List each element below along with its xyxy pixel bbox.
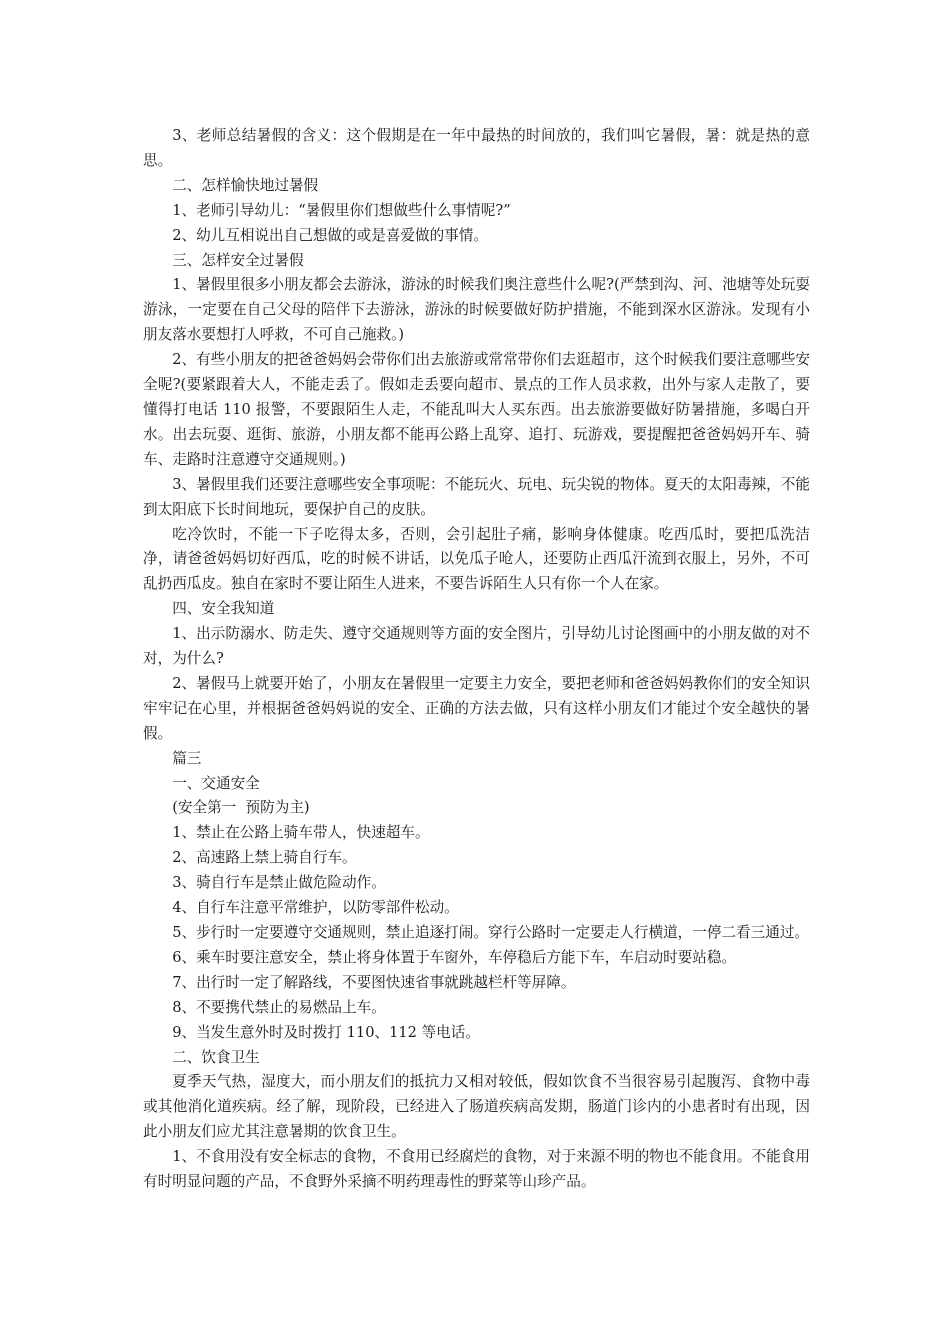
- paragraph: 3、暑假里我们还要注意哪些安全事项呢：不能玩火、玩电、玩尖锐的物体。夏天的太阳毒辣，不能到太阳底下长时间地玩，要保护自己的皮肤。: [143, 475, 810, 518]
- section-heading: 二、饮食卫生: [172, 1048, 260, 1066]
- list-item: 5、步行时一定要遵守交通规则，禁止追逐打闹。穿行公路时一定要走人行横道，一停二看三通过。: [172, 924, 810, 941]
- list-item: 9、当发生意外时及时拨打 110、112 等电话。: [172, 1023, 480, 1041]
- paragraph: 夏季天气热，湿度大，而小朋友们的抵抗力又相对较低，假如饮食不当很容易引起腹泻、食物中毒或其他消化道疾病。经了解，现阶段，已经进入了肠道疾病高发期，肠道门诊内的小患者时有出现，因此小朋友们应尤其注意暑期的饮食卫生。: [143, 1073, 810, 1141]
- list-item: 3、骑自行车是禁止做危险动作。: [172, 874, 386, 892]
- section-heading: 二、怎样愉快地过暑假: [172, 176, 319, 194]
- paragraph: 1、出示防溺水、防走失、遵守交通规则等方面的安全图片，引导幼儿讨论图画中的小朋友做的对不对，为什么?: [143, 625, 810, 668]
- list-item: 8、不要携代禁止的易燃品上车。: [172, 998, 386, 1016]
- paragraph: 2、幼儿互相说出自己想做的或是喜爱做的事情。: [172, 226, 488, 244]
- paragraph: 1、暑假里很多小朋友都会去游泳，游泳的时候我们奥注意些什么呢?(严禁到沟、河、池塘等处玩耍游泳，一定要在自己父母的陪伴下去游泳，游泳的时候要做好防护措施，不能到深水区游泳。发现有小朋友落水要想打人呼救，不可自己施救。): [143, 276, 810, 344]
- paragraph: 2、有些小朋友的把爸爸妈妈会带你们出去旅游或常常带你们去逛超市，这个时候我们要注意哪些安全呢?(要紧跟着大人，不能走丢了。假如走丢要向超市、景点的工作人员求救，出外与家人走散了，要懂得打电话 110 报警，不要跟陌生人走，不能乱叫大人买东西。出去旅游要做好防暑措施，多喝白开水。出去玩耍、逛街、旅游，小朋友都不能再公路上乱穿、追打、玩游戏，要提醒把爸爸妈妈开车、骑车、走路时注意遵守交通规则。): [143, 351, 810, 468]
- list-item: 6、乘车时要注意安全，禁止将身体置于车窗外，车停稳后方能下车，车启动时要站稳。: [172, 948, 737, 966]
- list-item: 4、自行车注意平常维护，以防零部件松动。: [172, 899, 459, 917]
- list-item: 1、不食用没有安全标志的食物，不食用已经腐烂的食物，对于来源不明的物也不能食用。不能食用有时明显问题的产品，不食野外采摘不明药理毒性的野菜等山珍产品。: [143, 1148, 810, 1191]
- section-subtitle: (安全第一 预防为主): [172, 799, 310, 817]
- list-item: 7、出行时一定了解路线，不要图快速省事就跳越栏杆等屏障。: [172, 973, 576, 991]
- section-heading: 四、安全我知道: [172, 600, 275, 618]
- paragraph: 2、暑假马上就要开始了，小朋友在暑假里一定要主力安全，要把老师和爸爸妈妈教你们的安全知识牢牢记在心里，并根据爸爸妈妈说的安全、正确的方法去做，只有这样小朋友们才能过个安全越快的暑假。: [143, 674, 810, 742]
- paragraph: 吃冷饮时，不能一下子吃得太多，否则，会引起肚子痛，影响身体健康。吃西瓜时，要把瓜洗洁净，请爸爸妈妈切好西瓜，吃的时候不讲话，以免瓜子呛人，还要防止西瓜汗流到衣服上，另外，不可乱扔西瓜皮。独自在家时不要让陌生人进来，不要告诉陌生人只有你一个人在家。: [143, 525, 810, 593]
- list-item: 1、禁止在公路上骑车带人，快速超车。: [172, 824, 430, 842]
- section-heading: 一、交通安全: [172, 774, 260, 792]
- paragraph: 1、老师引导幼儿：“暑假里你们想做些什么事情呢?”: [172, 201, 511, 219]
- document-page: [143, 124, 810, 1195]
- paragraph: 3、老师总结暑假的含义：这个假期是在一年中最热的时间放的，我们叫它暑假，暑：就是热的意思。: [143, 127, 810, 169]
- list-item: 2、高速路上禁上骑自行车。: [172, 849, 357, 867]
- chapter-heading: 篇三: [172, 749, 202, 767]
- section-heading: 三、怎样安全过暑假: [172, 251, 304, 269]
